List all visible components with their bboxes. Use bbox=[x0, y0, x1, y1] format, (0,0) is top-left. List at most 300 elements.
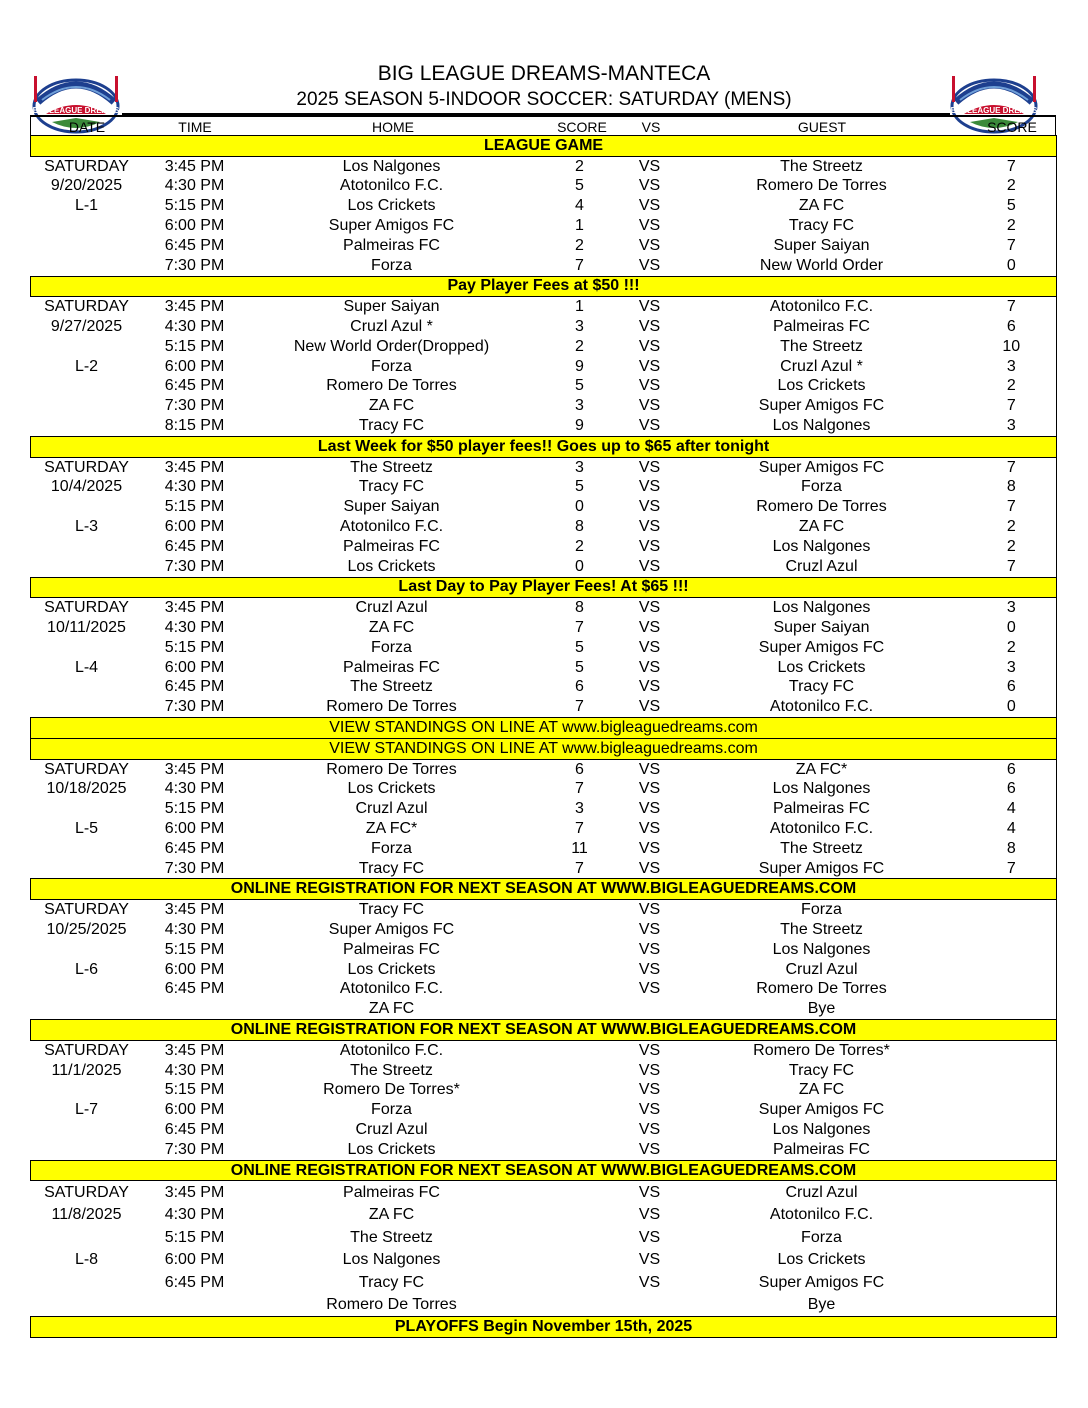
guest-team: Bye bbox=[807, 1000, 836, 1018]
home-score: 5 bbox=[575, 638, 584, 656]
game-date: 10/25/2025 bbox=[46, 920, 127, 938]
game-time: 4:30 PM bbox=[164, 177, 225, 195]
home-team: Tracy FC bbox=[358, 478, 425, 496]
home-team: Super Amigos FC bbox=[328, 217, 455, 235]
game-time: 7:30 PM bbox=[164, 557, 225, 575]
game-date bbox=[31, 999, 143, 1019]
game-time: 7:30 PM bbox=[164, 1140, 225, 1158]
guest-score: 0 bbox=[967, 256, 1057, 276]
game-row bbox=[31, 478, 1057, 498]
guest-team: Super Amigos FC bbox=[758, 859, 885, 877]
guest-team: Bye bbox=[807, 1296, 836, 1314]
vs-label: VS bbox=[638, 800, 661, 818]
vs-label: VS bbox=[638, 298, 661, 316]
game-time: 6:45 PM bbox=[164, 1120, 225, 1138]
guest-team: Forza bbox=[801, 901, 842, 919]
home-team: Tracy FC bbox=[358, 417, 425, 435]
vs-label: VS bbox=[638, 357, 661, 375]
guest-team: Atotonilco F.C. bbox=[769, 298, 874, 316]
game-time: 7:30 PM bbox=[164, 256, 225, 274]
home-team: Los Crickets bbox=[347, 197, 436, 215]
guest-score: 6 bbox=[967, 678, 1057, 698]
guest-team: Forza bbox=[801, 1228, 842, 1246]
guest-score bbox=[967, 1226, 1057, 1249]
vs-label: VS bbox=[638, 920, 661, 938]
game-date bbox=[31, 799, 143, 819]
game-row bbox=[31, 337, 1057, 357]
banner-row bbox=[31, 136, 1057, 157]
home-score bbox=[537, 940, 623, 960]
home-team: Los Nalgones bbox=[342, 1251, 441, 1269]
game-row bbox=[31, 517, 1057, 537]
guest-score: 7 bbox=[967, 497, 1057, 517]
home-score: 3 bbox=[575, 800, 584, 818]
guest-team: Palmeiras FC bbox=[773, 800, 870, 818]
guest-score bbox=[967, 999, 1057, 1019]
vs-label: VS bbox=[638, 1101, 661, 1119]
home-team: New World Order(Dropped) bbox=[293, 337, 490, 355]
home-team: Tracy FC bbox=[358, 901, 425, 919]
guest-score: 8 bbox=[967, 839, 1057, 859]
game-date bbox=[31, 377, 143, 397]
vs-label: VS bbox=[638, 819, 661, 837]
game-date: L-6 bbox=[74, 960, 99, 978]
home-score: 1 bbox=[575, 298, 584, 316]
guest-team: Romero De Torres bbox=[756, 498, 887, 516]
home-team: Tracy FC bbox=[358, 859, 425, 877]
home-score: 6 bbox=[575, 678, 584, 696]
guest-score: 3 bbox=[967, 416, 1057, 436]
game-date: L-5 bbox=[74, 819, 99, 837]
home-team: Romero De Torres bbox=[326, 760, 457, 778]
home-team: Cruzl Azul bbox=[355, 1120, 428, 1138]
guest-score: 3 bbox=[967, 658, 1057, 678]
home-score: 2 bbox=[575, 157, 584, 175]
schedule-sheet bbox=[30, 115, 1056, 1338]
guest-score: 2 bbox=[967, 638, 1057, 658]
home-team: ZA FC* bbox=[365, 819, 418, 837]
guest-score: 0 bbox=[967, 697, 1057, 717]
guest-team: Cruzl Azul bbox=[785, 557, 858, 575]
game-row bbox=[31, 377, 1057, 397]
banner-text: LEAGUE GAME bbox=[31, 136, 1057, 157]
vs-label: VS bbox=[638, 157, 661, 175]
home-team: The Streetz bbox=[350, 678, 433, 696]
home-score: 5 bbox=[575, 478, 584, 496]
guest-team: Los Nalgones bbox=[772, 537, 871, 555]
game-row bbox=[31, 317, 1057, 337]
guest-team: New World Order bbox=[759, 256, 884, 274]
game-row bbox=[31, 1294, 1057, 1317]
home-score bbox=[537, 900, 623, 920]
home-team: Forza bbox=[371, 839, 412, 857]
vs-label: VS bbox=[638, 256, 661, 274]
guest-team: Palmeiras FC bbox=[773, 1140, 870, 1158]
home-team: Forza bbox=[371, 1101, 412, 1119]
game-time: 5:15 PM bbox=[164, 498, 225, 516]
game-date: 10/4/2025 bbox=[50, 478, 123, 496]
guest-score: 2 bbox=[967, 537, 1057, 557]
game-date bbox=[31, 1294, 143, 1317]
banner-text: VIEW STANDINGS ON LINE AT www.bigleaguedreams.com bbox=[31, 738, 1057, 759]
vs-label: VS bbox=[638, 678, 661, 696]
logo-text-left: BIG LEAGUE DREAMS bbox=[32, 106, 120, 115]
game-date: 9/27/2025 bbox=[50, 318, 123, 336]
col-date-header: DATE bbox=[68, 119, 106, 135]
game-time: 6:45 PM bbox=[164, 236, 225, 254]
game-time: 5:15 PM bbox=[164, 800, 225, 818]
home-team: Cruzl Azul * bbox=[350, 318, 433, 336]
game-time: 6:00 PM bbox=[164, 518, 225, 536]
vs-label: VS bbox=[638, 1081, 661, 1099]
guest-score: 7 bbox=[967, 156, 1057, 176]
guest-team: Super Saiyan bbox=[773, 619, 870, 637]
game-row bbox=[31, 1249, 1057, 1272]
game-row bbox=[31, 1061, 1057, 1081]
game-time: 3:45 PM bbox=[164, 157, 225, 175]
vs-label: VS bbox=[638, 1041, 661, 1059]
col-vs-header: VS bbox=[641, 119, 661, 135]
col-score-header: SCORE bbox=[557, 119, 607, 135]
game-time: 6:00 PM bbox=[164, 1101, 225, 1119]
game-date: SATURDAY bbox=[44, 901, 129, 919]
guest-team: Tracy FC bbox=[788, 217, 855, 235]
guest-score bbox=[967, 920, 1057, 940]
vs-label: VS bbox=[638, 1273, 661, 1291]
banner-text: ONLINE REGISTRATION FOR NEXT SEASON AT WWW.BIGLEAGUEDREAMS.COM bbox=[31, 1020, 1057, 1041]
vs-label: VS bbox=[638, 377, 661, 395]
game-row bbox=[31, 1080, 1057, 1100]
home-score: 7 bbox=[575, 256, 584, 274]
col-guest-score-header: SCORE bbox=[987, 119, 1037, 135]
page-subtitle: 2025 SEASON 5-INDOOR SOCCER: SATURDAY (MENS) bbox=[296, 89, 792, 110]
banner-text: VIEW STANDINGS ON LINE AT www.bigleaguedreams.com bbox=[31, 718, 1057, 739]
game-time: 6:45 PM bbox=[164, 678, 225, 696]
game-time: 6:00 PM bbox=[164, 658, 225, 676]
game-date: 10/18/2025 bbox=[46, 780, 127, 798]
game-row bbox=[31, 658, 1057, 678]
guest-score: 2 bbox=[967, 216, 1057, 236]
home-score: 3 bbox=[575, 397, 584, 415]
guest-score bbox=[967, 1140, 1057, 1160]
home-team: Los Crickets bbox=[347, 1140, 436, 1158]
game-row bbox=[31, 256, 1057, 276]
guest-team: Los Crickets bbox=[777, 377, 866, 395]
guest-score bbox=[967, 1061, 1057, 1081]
home-score: 3 bbox=[575, 318, 584, 336]
game-row bbox=[31, 819, 1057, 839]
game-row bbox=[31, 759, 1057, 779]
home-team: Super Amigos FC bbox=[328, 920, 455, 938]
home-team: Romero De Torres bbox=[326, 1296, 457, 1314]
guest-team: Super Amigos FC bbox=[758, 1273, 885, 1291]
game-date bbox=[31, 940, 143, 960]
game-time: 6:00 PM bbox=[164, 357, 225, 375]
game-date bbox=[31, 337, 143, 357]
game-date bbox=[31, 236, 143, 256]
game-row bbox=[31, 236, 1057, 256]
vs-label: VS bbox=[638, 498, 661, 516]
guest-team: Super Amigos FC bbox=[758, 397, 885, 415]
home-team: Palmeiras FC bbox=[343, 658, 440, 676]
game-row bbox=[31, 396, 1057, 416]
game-date: SATURDAY bbox=[44, 458, 129, 476]
home-team: Atotonilco F.C. bbox=[339, 980, 444, 998]
game-row bbox=[31, 1271, 1057, 1294]
game-row bbox=[31, 780, 1057, 800]
home-score bbox=[537, 1040, 623, 1060]
guest-score: 7 bbox=[967, 297, 1057, 317]
game-date: SATURDAY bbox=[44, 760, 129, 778]
game-time: 6:45 PM bbox=[164, 537, 225, 555]
banner-row bbox=[31, 577, 1057, 598]
game-time: 4:30 PM bbox=[164, 619, 225, 637]
page-title: BIG LEAGUE DREAMS-MANTECA bbox=[377, 62, 711, 85]
guest-score: 7 bbox=[967, 859, 1057, 879]
vs-label bbox=[623, 999, 677, 1019]
guest-team: Los Nalgones bbox=[772, 599, 871, 617]
game-date bbox=[31, 1140, 143, 1160]
game-date bbox=[31, 979, 143, 999]
guest-score: 7 bbox=[967, 396, 1057, 416]
home-score: 9 bbox=[575, 357, 584, 375]
home-score bbox=[537, 1100, 623, 1120]
guest-team: Atotonilco F.C. bbox=[769, 1206, 874, 1224]
banner-text: Last Day to Pay Player Fees! At $65 !!! bbox=[31, 577, 1057, 598]
game-time: 5:15 PM bbox=[164, 940, 225, 958]
home-score: 1 bbox=[575, 217, 584, 235]
home-team: Forza bbox=[371, 638, 412, 656]
home-score bbox=[537, 920, 623, 940]
game-time: 4:30 PM bbox=[164, 318, 225, 336]
game-time: 6:45 PM bbox=[164, 1273, 225, 1291]
vs-label: VS bbox=[638, 940, 661, 958]
vs-label: VS bbox=[638, 458, 661, 476]
home-score: 5 bbox=[575, 177, 584, 195]
game-date: L-8 bbox=[74, 1251, 99, 1269]
banner-row bbox=[31, 436, 1057, 457]
col-home-header: HOME bbox=[372, 119, 414, 135]
game-date bbox=[31, 1271, 143, 1294]
col-time-header: TIME bbox=[178, 119, 212, 135]
game-date: 11/1/2025 bbox=[51, 1061, 122, 1079]
game-time: 3:45 PM bbox=[164, 599, 225, 617]
home-team: Los Crickets bbox=[347, 557, 436, 575]
guest-team: Los Crickets bbox=[777, 1251, 866, 1269]
game-row bbox=[31, 196, 1057, 216]
vs-label: VS bbox=[638, 318, 661, 336]
vs-label bbox=[623, 1294, 677, 1317]
game-time: 6:45 PM bbox=[164, 377, 225, 395]
guest-score bbox=[967, 900, 1057, 920]
game-row bbox=[31, 638, 1057, 658]
home-score: 7 bbox=[575, 698, 584, 716]
game-row bbox=[31, 999, 1057, 1019]
guest-team: Cruzl Azul bbox=[785, 960, 858, 978]
guest-score bbox=[967, 1040, 1057, 1060]
game-time: 3:45 PM bbox=[164, 458, 225, 476]
banner-row bbox=[31, 1317, 1057, 1338]
home-score: 8 bbox=[575, 518, 584, 536]
banner-row bbox=[31, 1160, 1057, 1181]
guest-team: The Streetz bbox=[780, 839, 863, 857]
game-time: 4:30 PM bbox=[164, 920, 225, 938]
home-team: The Streetz bbox=[350, 1228, 433, 1246]
home-score bbox=[537, 1181, 623, 1204]
home-score bbox=[537, 1140, 623, 1160]
game-time: 3:45 PM bbox=[164, 760, 225, 778]
guest-team: ZA FC bbox=[798, 197, 845, 215]
guest-score bbox=[967, 960, 1057, 980]
game-date: SATURDAY bbox=[44, 298, 129, 316]
guest-team: Los Nalgones bbox=[772, 1120, 871, 1138]
guest-score: 4 bbox=[967, 799, 1057, 819]
schedule-body bbox=[31, 136, 1057, 1338]
game-date bbox=[31, 859, 143, 879]
vs-label: VS bbox=[638, 1120, 661, 1138]
home-team: Los Nalgones bbox=[342, 157, 441, 175]
guest-team: Forza bbox=[801, 478, 842, 496]
game-row bbox=[31, 537, 1057, 557]
home-score bbox=[537, 1204, 623, 1227]
home-team: The Streetz bbox=[350, 458, 433, 476]
game-date: L-1 bbox=[74, 197, 99, 215]
guest-score: 3 bbox=[967, 598, 1057, 618]
guest-team: The Streetz bbox=[780, 920, 863, 938]
vs-label: VS bbox=[638, 1206, 661, 1224]
vs-label: VS bbox=[638, 638, 661, 656]
home-score bbox=[537, 1061, 623, 1081]
banner-row bbox=[31, 738, 1057, 759]
banner-text: PLAYOFFS Begin November 15th, 2025 bbox=[31, 1317, 1057, 1338]
game-time: 5:15 PM bbox=[164, 1228, 225, 1246]
guest-team: Atotonilco F.C. bbox=[769, 698, 874, 716]
schedule-table bbox=[30, 135, 1057, 1338]
game-time: 3:45 PM bbox=[164, 1183, 225, 1201]
home-score bbox=[537, 1226, 623, 1249]
game-row bbox=[31, 216, 1057, 236]
home-team: Palmeiras FC bbox=[343, 1183, 440, 1201]
vs-label: VS bbox=[638, 619, 661, 637]
guest-score bbox=[967, 1120, 1057, 1140]
guest-score: 8 bbox=[967, 478, 1057, 498]
guest-score: 6 bbox=[967, 780, 1057, 800]
game-time: 3:45 PM bbox=[164, 1041, 225, 1059]
logo-text-right: BIG LEAGUE DREAMS bbox=[950, 106, 1038, 115]
guest-score bbox=[967, 979, 1057, 999]
game-date: L-2 bbox=[74, 357, 99, 375]
game-row bbox=[31, 457, 1057, 477]
vs-label: VS bbox=[638, 177, 661, 195]
guest-score: 5 bbox=[967, 196, 1057, 216]
game-time: 3:45 PM bbox=[164, 901, 225, 919]
home-team: Los Crickets bbox=[347, 780, 436, 798]
guest-team: The Streetz bbox=[780, 157, 863, 175]
banner-text: ONLINE REGISTRATION FOR NEXT SEASON AT WWW.BIGLEAGUEDREAMS.COM bbox=[31, 879, 1057, 900]
game-time: 7:30 PM bbox=[164, 397, 225, 415]
game-row bbox=[31, 497, 1057, 517]
home-team: ZA FC bbox=[368, 397, 415, 415]
guest-team: ZA FC bbox=[798, 518, 845, 536]
game-date: 10/11/2025 bbox=[47, 619, 126, 637]
game-time: 6:45 PM bbox=[164, 980, 225, 998]
game-time: 4:30 PM bbox=[164, 478, 225, 496]
game-row bbox=[31, 859, 1057, 879]
game-date: 11/8/2025 bbox=[51, 1206, 122, 1224]
home-score bbox=[537, 1271, 623, 1294]
guest-score: 7 bbox=[967, 557, 1057, 577]
home-team: ZA FC bbox=[368, 1000, 415, 1018]
home-score bbox=[537, 1120, 623, 1140]
game-date: 9/20/2025 bbox=[50, 177, 123, 195]
home-score bbox=[537, 979, 623, 999]
home-team: Romero De Torres* bbox=[323, 1081, 460, 1099]
guest-team: Romero De Torres bbox=[756, 980, 887, 998]
game-row bbox=[31, 1120, 1057, 1140]
guest-score: 4 bbox=[967, 819, 1057, 839]
game-row bbox=[31, 177, 1057, 197]
home-team: Atotonilco F.C. bbox=[339, 177, 444, 195]
home-team: The Streetz bbox=[350, 1061, 433, 1079]
guest-team: Tracy FC bbox=[788, 678, 855, 696]
guest-score bbox=[967, 1080, 1057, 1100]
game-row bbox=[31, 598, 1057, 618]
guest-team: Tracy FC bbox=[788, 1061, 855, 1079]
col-guest-header: GUEST bbox=[797, 119, 847, 135]
game-time: 5:15 PM bbox=[164, 197, 225, 215]
guest-score: 0 bbox=[967, 618, 1057, 638]
home-score: 0 bbox=[575, 557, 584, 575]
guest-score bbox=[967, 1100, 1057, 1120]
game-date bbox=[31, 1226, 143, 1249]
banner-row bbox=[31, 879, 1057, 900]
guest-team: Cruzl Azul * bbox=[780, 357, 863, 375]
game-time: 6:00 PM bbox=[164, 1251, 225, 1269]
game-row bbox=[31, 1140, 1057, 1160]
home-team: Los Crickets bbox=[347, 960, 436, 978]
guest-team: Los Crickets bbox=[777, 658, 866, 676]
vs-label: VS bbox=[638, 658, 661, 676]
game-date bbox=[31, 678, 143, 698]
home-score: 7 bbox=[575, 859, 584, 877]
home-score bbox=[537, 1249, 623, 1272]
home-team: Romero De Torres bbox=[326, 698, 457, 716]
vs-label: VS bbox=[638, 518, 661, 536]
game-row bbox=[31, 297, 1057, 317]
game-date: SATURDAY bbox=[44, 157, 129, 175]
vs-label: VS bbox=[638, 537, 661, 555]
banner-text: Pay Player Fees at $50 !!! bbox=[31, 276, 1057, 297]
guest-team: Palmeiras FC bbox=[773, 318, 870, 336]
game-date bbox=[31, 216, 143, 236]
home-team: Atotonilco F.C. bbox=[339, 1041, 444, 1059]
guest-team: Atotonilco F.C. bbox=[769, 819, 874, 837]
home-score bbox=[537, 999, 623, 1019]
game-date: L-4 bbox=[74, 658, 99, 676]
vs-label: VS bbox=[638, 698, 661, 716]
game-row bbox=[31, 618, 1057, 638]
vs-label: VS bbox=[638, 960, 661, 978]
guest-team: Los Nalgones bbox=[772, 780, 871, 798]
game-row bbox=[31, 697, 1057, 717]
game-date: SATURDAY bbox=[44, 1041, 129, 1059]
guest-team: Los Nalgones bbox=[772, 417, 871, 435]
banner-row bbox=[31, 276, 1057, 297]
game-time: 3:45 PM bbox=[164, 298, 225, 316]
vs-label: VS bbox=[638, 478, 661, 496]
game-time: 6:45 PM bbox=[164, 839, 225, 857]
game-time: 4:30 PM bbox=[164, 1206, 225, 1224]
